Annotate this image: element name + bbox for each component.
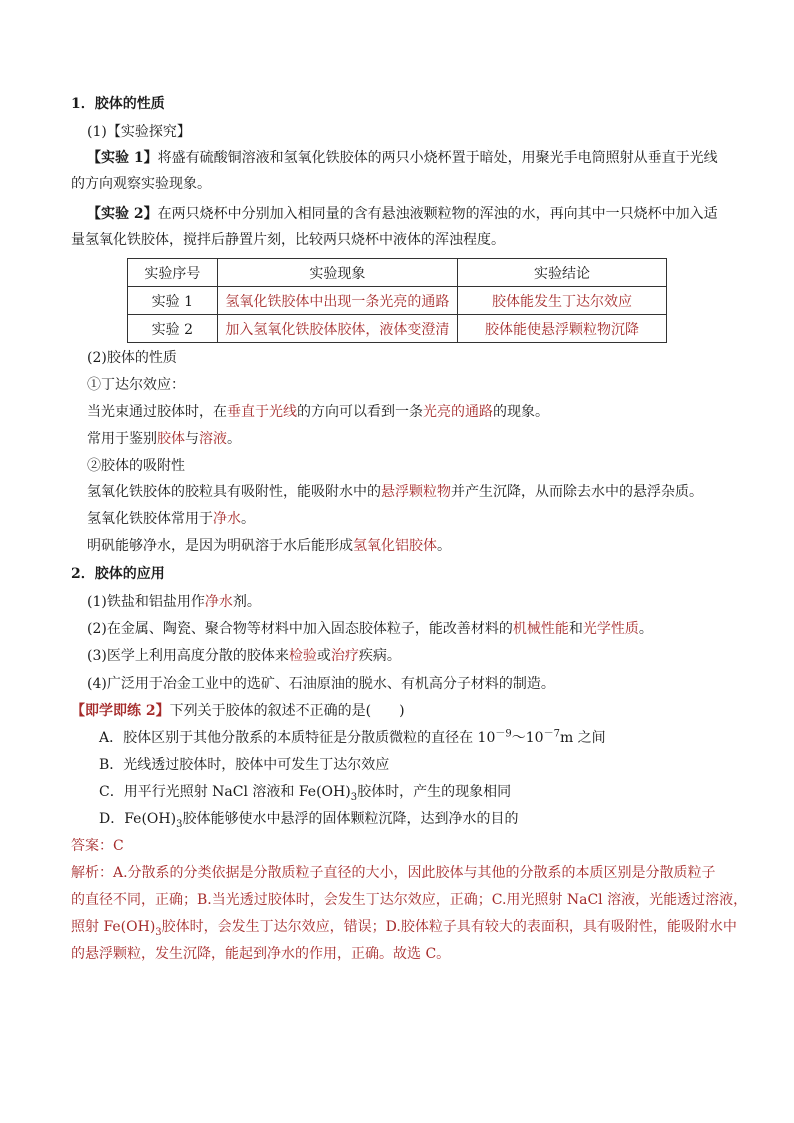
section2-title: 2．胶体的应用: [71, 566, 165, 582]
table-cell: 实验 2: [128, 315, 218, 343]
option-c: C．用平行光照射 NaCl 溶液和 $Fe(OH)_3$胶体时，产生的现象相同: [99, 784, 512, 803]
table-header: 实验结论: [458, 259, 667, 287]
table-header: 实验现象: [217, 259, 457, 287]
practice-question: 【即学即练 2】下列关于胶体的叙述不正确的是( ): [71, 703, 405, 719]
explanation-line4: 的悬浮颗粒，发生沉降，能起到净水的作用，正确。故选 C。: [71, 946, 451, 962]
table-header-row: [128, 259, 667, 287]
table-row: [128, 315, 667, 343]
option-b: B．光线透过胶体时，胶体中可发生丁达尔效应: [99, 757, 390, 773]
experiment-explore-heading: (1)【实验探究】: [87, 124, 191, 140]
explanation-line2: 的直径不同，正确；B.当光透过胶体时，会发生丁达尔效应，正确；C.用光照射 NaCl 溶液，光能透过溶液，: [71, 892, 748, 908]
adsorption-title: ②胶体的吸附性: [87, 458, 185, 474]
exp1-line2: 的方向观察实验现象。: [71, 176, 211, 192]
table-cell: 实验 1: [128, 287, 218, 315]
table-cell: 加入氢氧化铁胶体胶体，液体变澄清: [217, 315, 457, 343]
tyndall-line2: 常用于鉴别胶体与溶液。: [87, 431, 241, 447]
table-row: [128, 287, 667, 315]
explanation-line1: 解析：A.分散系的分类依据是分散质粒子直径的大小，因此胶体与其他的分散系的本质区别是分散质粒子: [71, 865, 716, 881]
exp2-line2: 量氢氧化铁胶体，搅拌后静置片刻，比较两只烧杯中液体的浑浊程度。: [71, 232, 505, 248]
tyndall-title: ①丁达尔效应：: [87, 377, 185, 393]
exp1-line1: 【实验 1】将盛有硫酸铜溶液和氢氧化铁胶体的两只小烧杯置于暗处，用聚光手电筒照射从垂直于光线: [87, 150, 718, 166]
exp2-tag: 【实验 2】: [87, 206, 158, 222]
table-cell: 胶体能使悬浮颗粒物沉降: [458, 315, 667, 343]
application-line3: (3)医学上利用高度分散的胶体来检验或治疗疾病。: [87, 648, 401, 664]
explanation-line3: 照射 $Fe(OH)_3$胶体时，会发生丁达尔效应，错误；D.胶体粒子具有较大的表面积，具有吸附性，能吸附水中: [71, 919, 737, 938]
exp1-tag: 【实验 1】: [87, 150, 158, 166]
application-line2: (2)在金属、陶瓷、聚合物等材料中加入固态胶体粒子，能改善材料的机械性能和光学性质。: [87, 621, 653, 637]
option-d: D．$Fe(OH)_3$胶体能够使水中悬浮的固体颗粒沉降，达到净水的目的: [99, 811, 519, 830]
application-line4: (4)广泛用于冶金工业中的选矿、石油原油的脱水、有机高分子材料的制造。: [87, 676, 555, 692]
answer: 答案：C: [71, 838, 124, 854]
table-cell: 氢氧化铁胶体中出现一条光亮的通路: [217, 287, 457, 315]
table-cell: 胶体能发生丁达尔效应: [458, 287, 667, 315]
experiment-table: [127, 258, 667, 343]
adsorption-line3: 明矾能够净水，是因为明矾溶于水后能形成氢氧化铝胶体。: [87, 538, 451, 554]
adsorption-line2: 氢氧化铁胶体常用于净水。: [87, 511, 255, 527]
section1-title: 1．胶体的性质: [71, 96, 165, 112]
option-a: A．胶体区别于其他分散系的本质特征是分散质微粒的直径在 $10^{-9}\sim 10^{-7}m$ 之间: [99, 728, 606, 746]
colloid-properties-heading: (2)胶体的性质: [87, 350, 177, 366]
table-header: 实验序号: [128, 259, 218, 287]
practice-tag: 【即学即练 2】: [71, 703, 170, 719]
adsorption-line1: 氢氧化铁胶体的胶粒具有吸附性，能吸附水中的悬浮颗粒物并产生沉降，从而除去水中的悬浮杂质。: [87, 484, 703, 500]
tyndall-line1: 当光束通过胶体时，在垂直于光线的方向可以看到一条光亮的通路的现象。: [87, 404, 549, 420]
exp2-line1: 【实验 2】在两只烧杯中分别加入相同量的含有悬浊液颗粒物的浑浊的水，再向其中一只烧杯中加入适: [87, 206, 718, 222]
application-line1: (1)铁盐和铝盐用作净水剂。: [87, 594, 261, 610]
